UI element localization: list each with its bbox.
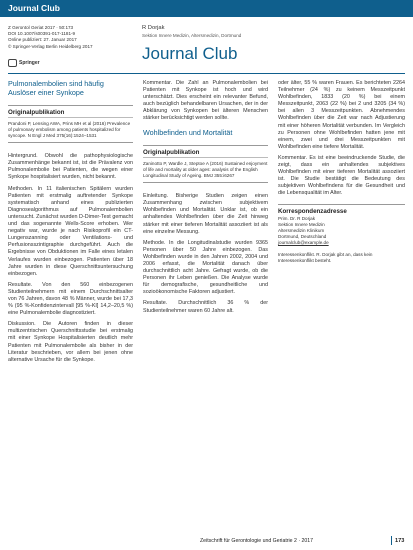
meta-line: DOI 10.1007/s00391-017-1181-9 xyxy=(8,31,76,37)
correspondence-line: Prim. Dr. R Dorjak xyxy=(278,215,316,221)
column-3 xyxy=(278,80,405,264)
journal-header-bar xyxy=(0,0,413,17)
section-heading: Wohlbefinden und Mortalität xyxy=(143,127,233,137)
paragraph: Methoden. In 11 italienischen Spitälern wurden Patienten mit erstmalig auftretender Synkope systematisch anhand eines publizierten Diagnosealgorithmus auf Pulmonalembolien untersucht. Zunächst wurden D-Dimer-Test gemacht und das sogenannte Wells-Score erhoben. Wer negativ war, wurde je nach Risikoprofil ein CT-Lungenszanning oder Ventilations- und Perfusionsszintigraphie durchgeführt. Auch die Ergebnisse von Obduktionen im Falle eines letalen Verlaufes wurden einbezogen. Patienten über 18 Jahre wurden in diese Querschnittsuntersuchung einbezogen. xyxy=(8,185,133,277)
author-name: R Dorjak xyxy=(142,25,165,31)
original-publication-box xyxy=(8,105,133,143)
page-number: 173 xyxy=(395,538,405,544)
original-publication-title: Originalpublikation xyxy=(8,108,133,118)
correspondence-line: Sektion Innere Medizin xyxy=(278,221,325,227)
springer-horse-icon xyxy=(8,59,17,67)
springer-logo xyxy=(8,58,40,68)
column-1 xyxy=(8,80,133,368)
paragraph: Kommentar. Die Zahl an Pulmonalembolien bei Patienten mit Synkope ist hoch und wird unterschätzt. Dies erscheint ein relevanter Befund, auch bezüglich behandelbaren Ursachen, der in der Abklärung von Synkopen bei älteren Menschen stärker berücksichtigt werden sollte. xyxy=(143,80,268,122)
paragraph: oder älter, 55 % waren Frauen. Es berichteten 2264 Teilnehmer (24 %) zu keinem Messzeitpunkt Wohlbefinden, 1833 (20 %) bei einem Messzeitpunkt, 2063 (22 %) bei 2 und 3205 (34 %) bei allen 3 Messzeitpunkten. Abnehmendes Wohlbefinden über die Zeit war nach Adjustierung mit einer höheren Mortalität verbunden. Im Vergleich zu Personen ohne Wohlbefinden hatten jene mit einem, zwei und drei Messzeitpunkten mit Wohlbefinden eine tiefere Mortalität. xyxy=(278,80,405,150)
meta-line: Z Gerontol Geriat 2017 · 50:173 xyxy=(8,25,74,30)
correspondence-box xyxy=(278,204,405,246)
paragraph: Kommentar. Es ist eine beeindruckende Studie, die zeigt, dass ein anhaltendes subjektives Wohlbefinden mit einer tieferen Mortalität assoziiert ist. Die Studie bestätigt die Bedeutung des subjektiven Wohlbefindens für die Gesundheit und die Lebensqualität im Alter. xyxy=(278,154,405,197)
page-title: Journal Club xyxy=(142,44,238,63)
journal-section-label: Journal Club xyxy=(8,3,60,13)
correspondence-line: Altersmedizin Klinikum xyxy=(278,227,325,233)
meta-line: Online publiziert: 27. Januar 2017 xyxy=(8,37,77,43)
paragraph: Diskussion. Die Autoren finden in dieser multizentrischen Querschnittsstudie bei erstmalig mit einer Synkope Hospitalisierten deutlich mehr Patienten mit Pulmonalembolie als bisher in der Literatur beschrieben, vor allem bei jenen ohne alternative Ursache für die Synkope. xyxy=(8,321,133,363)
correspondence-email-link[interactable]: journalclub@example.de xyxy=(278,239,329,245)
author-affiliation: Sektion Innere Medizin, Altersmedizin, Dortmund xyxy=(142,33,242,38)
paragraph: Hintergrund. Obwohl die pathophysiologische Zusammenhänge bekannt ist, ist die Prävalenz von Pulmonalembolie bei Patienten, die wegen einer Synkope hospitalisiert wurden, nicht bekannt. xyxy=(8,153,133,181)
footer-journal-name: Zeitschrift für Gerontologie und Geriatrie 2 · 2017 xyxy=(200,538,314,544)
original-publication-box xyxy=(143,145,268,183)
section-heading: Pulmonalembolien sind häufig Auslöser einer Synkope xyxy=(8,79,104,97)
springer-logo-text: Springer xyxy=(19,60,40,66)
correspondence-title: Korrespondenzadresse xyxy=(278,207,347,215)
publication-meta xyxy=(8,25,128,50)
original-publication-title: Originalpublikation xyxy=(143,148,268,158)
original-publication-reference: Prandoni P, Lensing AWA, Prins MH et al (2016) Prevalence of pulmonary embolism among patients hospitalized for syncope. N Engl J Med 375(16):1524–1531 xyxy=(8,121,131,139)
footer-divider xyxy=(391,536,392,545)
header-divider xyxy=(8,73,405,74)
original-publication-reference: Zaninotto P, Wardle J, Steptoe A (2016) Sustained enjoyment of life and mortality at older ages: analysis of the English Longitudinal Study of Ageing. BMJ 355:i6267 xyxy=(143,161,268,179)
paragraph: Resultate. Durchschnittlich 36 % der Studienteilnehmer waren 60 Jahre alt. xyxy=(143,300,268,314)
conflict-of-interest-note: Interessenkonflikt. R. Dorjak gibt an, dass kein Interessenkonflikt besteht. xyxy=(278,251,373,263)
meta-line: © Springer-Verlag Berlin Heidelberg 2017 xyxy=(8,43,93,49)
paragraph: Resultate. Von den 560 einbezogenen Studienteilnehmern mit einem Durchschnittsalter von 76 Jahren, davon 48 % Männer, wurde bei 17,3 % (95 %-Konfidenzintervall [95 %-KI] 14,2–20,5 %) eine Pulmonalembolie diagnostiziert. xyxy=(8,281,133,317)
correspondence-line: Dortmund, Deutschland xyxy=(278,233,327,239)
paragraph: Methode. In die Longitudinalstudie wurden 9365 Personen über 50 Jahre einbezogen. Das Wohlbefinden wurde in den Jahren 2002, 2004 und 2006 erfasst, die Mortalität danach über durchschnittlich acht Jahre. Gefragt wurde, ob die Personen ihr Leben genießen. Die Analyse wurde für demografische, gesundheitliche und sozioökonomische Faktoren adjustiert. xyxy=(143,239,268,296)
paragraph: Einleitung. Bisherige Studien zeigen einen Zusammenhang zwischen subjektivem Wohlbefinden und Mortalität. Unklar ist, ob ein anhaltendes Wohlbefinden über die Zeit hinweg stärker mit einer tieferen Mortalität assoziiert ist als eine einzelne Messung. xyxy=(143,193,268,235)
column-2 xyxy=(143,80,268,319)
